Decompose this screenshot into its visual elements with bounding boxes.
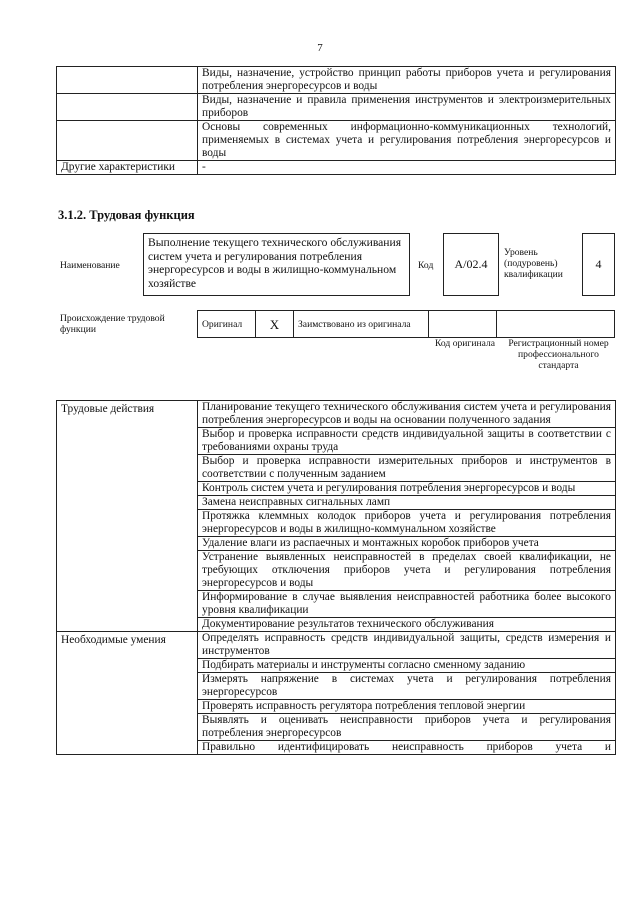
- table-row: [57, 161, 616, 175]
- code-value-box: A/02.4: [443, 233, 499, 296]
- labor-action-item: Планирование текущего технического обслуживания систем учета и регулирования потребления энергоресурсов и воды на основании полученного задания: [198, 401, 616, 428]
- function-name-box: Выполнение текущего технического обслуживания систем учета и регулирования потребления энергоресурсов и воды в жилищно-коммунальном хозяйстве: [143, 233, 410, 296]
- labor-action-item: Протяжка клеммных колодок приборов учета и регулирования потребления энергоресурсов и воды в жилищно-коммунальном хозяйстве: [198, 510, 616, 537]
- skill-item: Правильно идентифицировать неисправность приборов учета и: [198, 741, 616, 755]
- skill-item: Подбирать материалы и инструменты согласно сменному заданию: [198, 659, 616, 673]
- labor-action-item: Замена неисправных сигнальных ламп: [198, 496, 616, 510]
- knowledge-item: Виды, назначение и правила применения инструментов и электроизмерительных приборов: [198, 94, 616, 121]
- registration-number-caption: Регистрационный номер профессионального стандарта: [508, 338, 609, 371]
- labor-action-item: Устранение выявленных неисправностей в пределах своей квалификации, не требующих отключения приборов учета и регулирования потребления энергоресурсов и воды: [198, 551, 616, 591]
- labor-action-item: Документирование результатов технического обслуживания: [198, 618, 616, 632]
- borrowed-label: Заимствовано из оригинала: [294, 311, 429, 338]
- labor-actions-label: Трудовые действия: [57, 401, 198, 632]
- labor-action-item: Информирование в случае выявления неисправностей работника более высокого уровня квалификации: [198, 591, 616, 618]
- table-row: [57, 632, 616, 659]
- function-details-table: [56, 400, 616, 755]
- other-characteristics-label: Другие характеристики: [57, 161, 198, 175]
- section-title: 3.1.2. Трудовая функция: [58, 208, 195, 222]
- skill-item: Измерять напряжение в системах учета и регулирования потребления энергоресурсов: [198, 673, 616, 700]
- code-original-caption: Код оригинала: [434, 338, 496, 349]
- labor-action-item: Выбор и проверка исправности средств индивидуальной защиты в соответствии с требованиями охраны труда: [198, 428, 616, 455]
- labor-action-item: Контроль систем учета и регулирования потребления энергоресурсов и воды: [198, 482, 616, 496]
- code-label: Код: [418, 260, 434, 271]
- level-label: Уровень (подуровень) квалификации: [504, 247, 563, 280]
- skills-label: Необходимые умения: [57, 632, 198, 755]
- page-number: 7: [317, 42, 323, 54]
- skill-item: Проверять исправность регулятора потребления тепловой энергии: [198, 700, 616, 714]
- labor-action-item: Удаление влаги из распаечных и монтажных коробок приборов учета: [198, 537, 616, 551]
- knowledge-table: [56, 66, 616, 175]
- knowledge-item: Виды, назначение, устройство принцип работы приборов учета и регулирования потребления энергоресурсов и воды: [198, 67, 616, 94]
- table-row: [57, 94, 616, 121]
- knowledge-item: Основы современных информационно-коммуникационных технологий, применяемых в системах учета и регулирования потребления энергоресурсов и воды: [198, 121, 616, 161]
- other-characteristics-value: -: [198, 161, 616, 175]
- labor-action-item: Выбор и проверка исправности измерительных приборов и инструментов в соответствии с полученным заданием: [198, 455, 616, 482]
- skill-item: Выявлять и оценивать неисправности приборов учета и регулирования потребления энергоресурсов: [198, 714, 616, 741]
- table-row: [198, 311, 615, 338]
- origin-table: [197, 310, 615, 338]
- origin-label: Происхождение трудовой функции: [60, 313, 165, 335]
- level-value-box: 4: [582, 233, 615, 296]
- original-label: Оригинал: [198, 311, 256, 338]
- table-row: [57, 67, 616, 94]
- table-row: [57, 401, 616, 428]
- name-label: Наименование: [60, 260, 120, 271]
- original-mark: X: [256, 311, 294, 338]
- table-row: [57, 121, 616, 161]
- skill-item: Определять исправность средств индивидуальной защиты, средств измерения и инструментов: [198, 632, 616, 659]
